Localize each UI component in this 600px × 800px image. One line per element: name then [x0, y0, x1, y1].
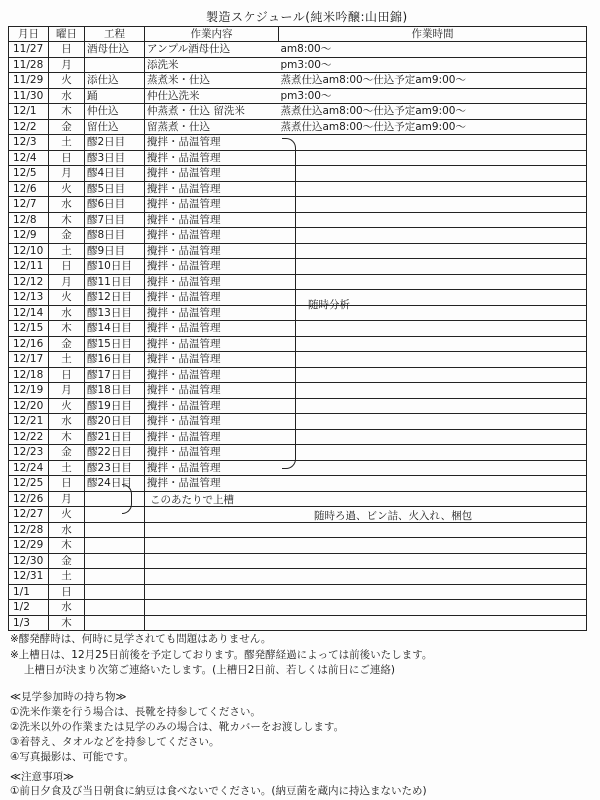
date-cell: 12/3: [9, 135, 49, 151]
date-cell: 12/17: [9, 352, 49, 368]
bottling-note: 随時ろ過、ビン詰、火入れ、梱包: [314, 510, 473, 522]
table-row: [9, 73, 587, 89]
dow-cell: 金: [49, 336, 85, 352]
process-cell: 醪17日目: [85, 367, 145, 383]
dow-cell: 火: [49, 181, 85, 197]
date-cell: 12/30: [9, 553, 49, 569]
work-cell: 攪拌・品温管理: [145, 212, 279, 228]
dow-cell: 月: [49, 491, 85, 507]
dow-cell: 水: [49, 600, 85, 616]
work-cell: 攪拌・品温管理: [145, 197, 279, 213]
dow-cell: 日: [49, 584, 85, 600]
table-row: [9, 197, 587, 213]
work-cell: 攪拌・品温管理: [145, 321, 279, 337]
date-cell: 12/20: [9, 398, 49, 414]
dow-cell: 金: [49, 228, 85, 244]
process-cell: 醪2日目: [85, 135, 145, 151]
process-cell: 醪23日目: [85, 460, 145, 476]
work-cell: 仲仕込洗米: [145, 88, 279, 104]
work-cell: 攪拌・品温管理: [145, 336, 279, 352]
date-cell: 12/7: [9, 197, 49, 213]
work-cell: アンプル酒母仕込: [145, 42, 279, 58]
process-cell: [85, 615, 145, 631]
time-cell: [279, 476, 587, 492]
date-cell: 12/5: [9, 166, 49, 182]
work-cell: 添洗米: [145, 57, 279, 73]
date-cell: 11/28: [9, 57, 49, 73]
dow-cell: 月: [49, 166, 85, 182]
process-cell: [85, 507, 145, 523]
date-cell: 12/27: [9, 507, 49, 523]
time-cell: [279, 600, 587, 616]
table-row: [9, 414, 587, 430]
date-cell: 12/4: [9, 150, 49, 166]
process-cell: 添仕込: [85, 73, 145, 89]
dow-cell: 日: [49, 42, 85, 58]
time-cell: [279, 228, 587, 244]
date-cell: 12/12: [9, 274, 49, 290]
process-cell: [85, 569, 145, 585]
date-cell: 12/24: [9, 460, 49, 476]
time-cell: pm3:00～: [279, 57, 587, 73]
dow-cell: 金: [49, 445, 85, 461]
header-date: 月日: [9, 27, 49, 42]
date-cell: 1/1: [9, 584, 49, 600]
date-cell: 12/29: [9, 538, 49, 554]
time-cell: [279, 522, 587, 538]
process-cell: 醪20日目: [85, 414, 145, 430]
dow-cell: 水: [49, 88, 85, 104]
date-cell: 12/28: [9, 522, 49, 538]
table-row: [9, 383, 587, 399]
table-row: [9, 104, 587, 120]
table-row: [9, 212, 587, 228]
process-cell: 醪9日目: [85, 243, 145, 259]
dow-cell: 木: [49, 104, 85, 120]
process-cell: 醪10日目: [85, 259, 145, 275]
dow-cell: 火: [49, 398, 85, 414]
dow-cell: 土: [49, 135, 85, 151]
dow-cell: 月: [49, 274, 85, 290]
work-cell: 攪拌・品温管理: [145, 352, 279, 368]
process-cell: 酒母仕込: [85, 42, 145, 58]
process-cell: 留仕込: [85, 119, 145, 135]
time-cell: [279, 212, 587, 228]
work-cell: 攪拌・品温管理: [145, 135, 279, 151]
table-row: [9, 569, 587, 585]
date-cell: 11/29: [9, 73, 49, 89]
footer-note-1: ※醪発酵時は、何時に見学されても問題はありません。: [10, 633, 272, 645]
items-heading: ≪見学参加時の持ち物≫: [10, 691, 127, 703]
table-row: [9, 305, 587, 321]
document-title: 製造スケジュール(純米吟醸:山田錦): [206, 10, 408, 24]
table-row: [9, 429, 587, 445]
dow-cell: 土: [49, 569, 85, 585]
table-row: [9, 553, 587, 569]
time-cell: [279, 336, 587, 352]
dow-cell: 木: [49, 429, 85, 445]
time-cell: 蒸煮仕込am8:00～仕込予定am9:00～: [279, 73, 587, 89]
time-cell: [279, 538, 587, 554]
dow-cell: 火: [49, 290, 85, 306]
work-cell: 蒸煮米・仕込: [145, 73, 279, 89]
process-cell: [85, 553, 145, 569]
table-row: [9, 522, 587, 538]
dow-cell: 土: [49, 243, 85, 259]
date-cell: 12/1: [9, 104, 49, 120]
process-cell: [85, 522, 145, 538]
work-cell: [145, 600, 279, 616]
dow-cell: 日: [49, 150, 85, 166]
work-cell: 仲蒸煮・仕込 留洗米: [145, 104, 279, 120]
date-cell: 12/10: [9, 243, 49, 259]
process-cell: 醪4日目: [85, 166, 145, 182]
work-cell: 攪拌・品温管理: [145, 290, 279, 306]
dow-cell: 土: [49, 460, 85, 476]
date-cell: 12/18: [9, 367, 49, 383]
process-cell: [85, 491, 145, 507]
table-row: [9, 336, 587, 352]
table-row: [9, 538, 587, 554]
footer-note-2: ※上槽日は、12月25日前後を予定しております。醪発酵経過によっては前後いたします。: [10, 649, 433, 661]
process-cell: 醪16日目: [85, 352, 145, 368]
table-row: [9, 274, 587, 290]
date-cell: 12/25: [9, 476, 49, 492]
analysis-brace: [282, 138, 296, 469]
date-cell: 12/6: [9, 181, 49, 197]
date-cell: 12/2: [9, 119, 49, 135]
dow-cell: 月: [49, 383, 85, 399]
dow-cell: 日: [49, 259, 85, 275]
time-cell: [279, 274, 587, 290]
work-cell: [145, 507, 279, 523]
process-cell: 踊: [85, 88, 145, 104]
work-cell: [145, 584, 279, 600]
work-cell: 攪拌・品温管理: [145, 259, 279, 275]
process-cell: 醪13日目: [85, 305, 145, 321]
header-dow: 曜日: [49, 27, 85, 42]
process-cell: 醪3日目: [85, 150, 145, 166]
header-work: 作業内容: [145, 27, 279, 42]
time-cell: [279, 584, 587, 600]
time-cell: [279, 491, 587, 507]
date-cell: 12/16: [9, 336, 49, 352]
process-cell: [85, 538, 145, 554]
work-cell: [145, 615, 279, 631]
process-cell: 仲仕込: [85, 104, 145, 120]
time-cell: 蒸煮仕込am8:00～仕込予定am9:00～: [279, 104, 587, 120]
time-cell: [279, 398, 587, 414]
table-row: [9, 42, 587, 58]
process-cell: 醪8日目: [85, 228, 145, 244]
dow-cell: 土: [49, 352, 85, 368]
table-row: [9, 181, 587, 197]
table-row: [9, 135, 587, 151]
work-cell: 攪拌・品温管理: [145, 383, 279, 399]
table-row: [9, 476, 587, 492]
dow-cell: 火: [49, 507, 85, 523]
dow-cell: 日: [49, 367, 85, 383]
date-cell: 11/30: [9, 88, 49, 104]
table-row: [9, 290, 587, 306]
process-cell: [85, 600, 145, 616]
date-cell: 12/13: [9, 290, 49, 306]
table-row: [9, 321, 587, 337]
date-cell: 12/31: [9, 569, 49, 585]
footer-note-3: 上槽日が決まり次第ご連絡いたします。(上槽日2日前、若しくは前日にご連絡): [24, 664, 396, 676]
time-cell: am8:00～: [279, 42, 587, 58]
item-4: ④写真撮影は、可能です。: [10, 751, 135, 763]
process-cell: 醪18日目: [85, 383, 145, 399]
analysis-note: 随時分析: [308, 299, 350, 311]
process-cell: [85, 584, 145, 600]
work-cell: 攪拌・品温管理: [145, 274, 279, 290]
date-cell: 12/23: [9, 445, 49, 461]
table-row: [9, 243, 587, 259]
process-cell: 醪6日目: [85, 197, 145, 213]
work-cell: 攪拌・品温管理: [145, 429, 279, 445]
time-cell: [279, 259, 587, 275]
work-cell: 攪拌・品温管理: [145, 181, 279, 197]
table-row: [9, 228, 587, 244]
dow-cell: 木: [49, 538, 85, 554]
work-cell: 攪拌・品温管理: [145, 166, 279, 182]
time-cell: [279, 615, 587, 631]
dow-cell: 木: [49, 615, 85, 631]
time-cell: [279, 569, 587, 585]
table-row: [9, 150, 587, 166]
time-cell: [279, 150, 587, 166]
work-cell: 攪拌・品温管理: [145, 243, 279, 259]
work-cell: [145, 538, 279, 554]
work-cell: [145, 569, 279, 585]
process-cell: 醪21日目: [85, 429, 145, 445]
process-cell: 醪15日目: [85, 336, 145, 352]
process-cell: 醪7日目: [85, 212, 145, 228]
process-cell: 醪5日目: [85, 181, 145, 197]
dow-cell: 日: [49, 476, 85, 492]
dow-cell: 水: [49, 305, 85, 321]
time-cell: [279, 367, 587, 383]
table-row: [9, 352, 587, 368]
date-cell: 11/27: [9, 42, 49, 58]
dow-cell: 水: [49, 197, 85, 213]
time-cell: [279, 445, 587, 461]
work-cell: 攪拌・品温管理: [145, 414, 279, 430]
date-cell: 1/3: [9, 615, 49, 631]
dow-cell: 水: [49, 414, 85, 430]
date-cell: 12/9: [9, 228, 49, 244]
work-cell: 攪拌・品温管理: [145, 476, 279, 492]
date-cell: 12/26: [9, 491, 49, 507]
work-cell: [145, 522, 279, 538]
time-cell: [279, 243, 587, 259]
date-cell: 12/11: [9, 259, 49, 275]
date-cell: 12/14: [9, 305, 49, 321]
work-cell: 攪拌・品温管理: [145, 367, 279, 383]
caution-heading: ≪注意事項≫: [10, 771, 74, 783]
table-header-row: [9, 27, 587, 42]
time-cell: [279, 429, 587, 445]
date-cell: 12/19: [9, 383, 49, 399]
process-cell: 醪14日目: [85, 321, 145, 337]
work-cell: [145, 553, 279, 569]
date-cell: 12/21: [9, 414, 49, 430]
item-1: ①洗米作業を行う場合は、長靴を持参してください。: [10, 706, 261, 718]
work-cell: 留蒸煮・仕込: [145, 119, 279, 135]
table-row: [9, 166, 587, 182]
dow-cell: 金: [49, 553, 85, 569]
dow-cell: 火: [49, 73, 85, 89]
table-row: [9, 507, 587, 523]
work-cell: 攪拌・品温管理: [145, 398, 279, 414]
table-row: [9, 57, 587, 73]
date-cell: 12/15: [9, 321, 49, 337]
transfer-note: このあたりで上槽: [150, 494, 234, 506]
dow-cell: 木: [49, 212, 85, 228]
time-cell: [279, 197, 587, 213]
dow-cell: 水: [49, 522, 85, 538]
table-row: [9, 491, 587, 507]
process-cell: 醪19日目: [85, 398, 145, 414]
table-row: [9, 584, 587, 600]
process-cell: 醪22日目: [85, 445, 145, 461]
work-cell: 攪拌・品温管理: [145, 150, 279, 166]
process-cell: 醪12日目: [85, 290, 145, 306]
work-cell: 攪拌・品温管理: [145, 305, 279, 321]
caution-1: ①前日夕食及び当日朝食に納豆は食べないでください。(納豆菌を蔵内に持込まないため): [10, 785, 427, 797]
time-cell: [279, 321, 587, 337]
table-row: [9, 398, 587, 414]
process-cell: [85, 57, 145, 73]
date-cell: 1/2: [9, 600, 49, 616]
dow-cell: 月: [49, 57, 85, 73]
time-cell: pm3:00～: [279, 88, 587, 104]
time-cell: [279, 135, 587, 151]
header-time: 作業時間: [279, 27, 587, 42]
table-row: [9, 600, 587, 616]
time-cell: [279, 166, 587, 182]
table-row: [9, 88, 587, 104]
table-row: [9, 445, 587, 461]
item-3: ③着替え、タオルなどを持参してください。: [10, 736, 220, 748]
table-row: [9, 367, 587, 383]
work-cell: 攪拌・品温管理: [145, 460, 279, 476]
table-row: [9, 259, 587, 275]
date-cell: 12/8: [9, 212, 49, 228]
header-process: 工程: [85, 27, 145, 42]
time-cell: [279, 352, 587, 368]
dow-cell: 金: [49, 119, 85, 135]
process-cell: 醪11日目: [85, 274, 145, 290]
time-cell: [279, 414, 587, 430]
table-row: [9, 615, 587, 631]
item-2: ②洗米以外の作業または見学のみの場合は、靴カバーをお渡しします。: [10, 721, 345, 733]
time-cell: [279, 460, 587, 476]
date-cell: 12/22: [9, 429, 49, 445]
table-row: [9, 119, 587, 135]
schedule-table: [8, 26, 587, 631]
schedule-body: [9, 42, 587, 631]
time-cell: [279, 553, 587, 569]
work-cell: 攪拌・品温管理: [145, 445, 279, 461]
process-cell: 醪24日目: [85, 476, 145, 492]
time-cell: [279, 181, 587, 197]
work-cell: 攪拌・品温管理: [145, 228, 279, 244]
time-cell: 蒸煮仕込am8:00～仕込予定am9:00～: [279, 119, 587, 135]
dow-cell: 木: [49, 321, 85, 337]
table-row: [9, 460, 587, 476]
time-cell: [279, 383, 587, 399]
